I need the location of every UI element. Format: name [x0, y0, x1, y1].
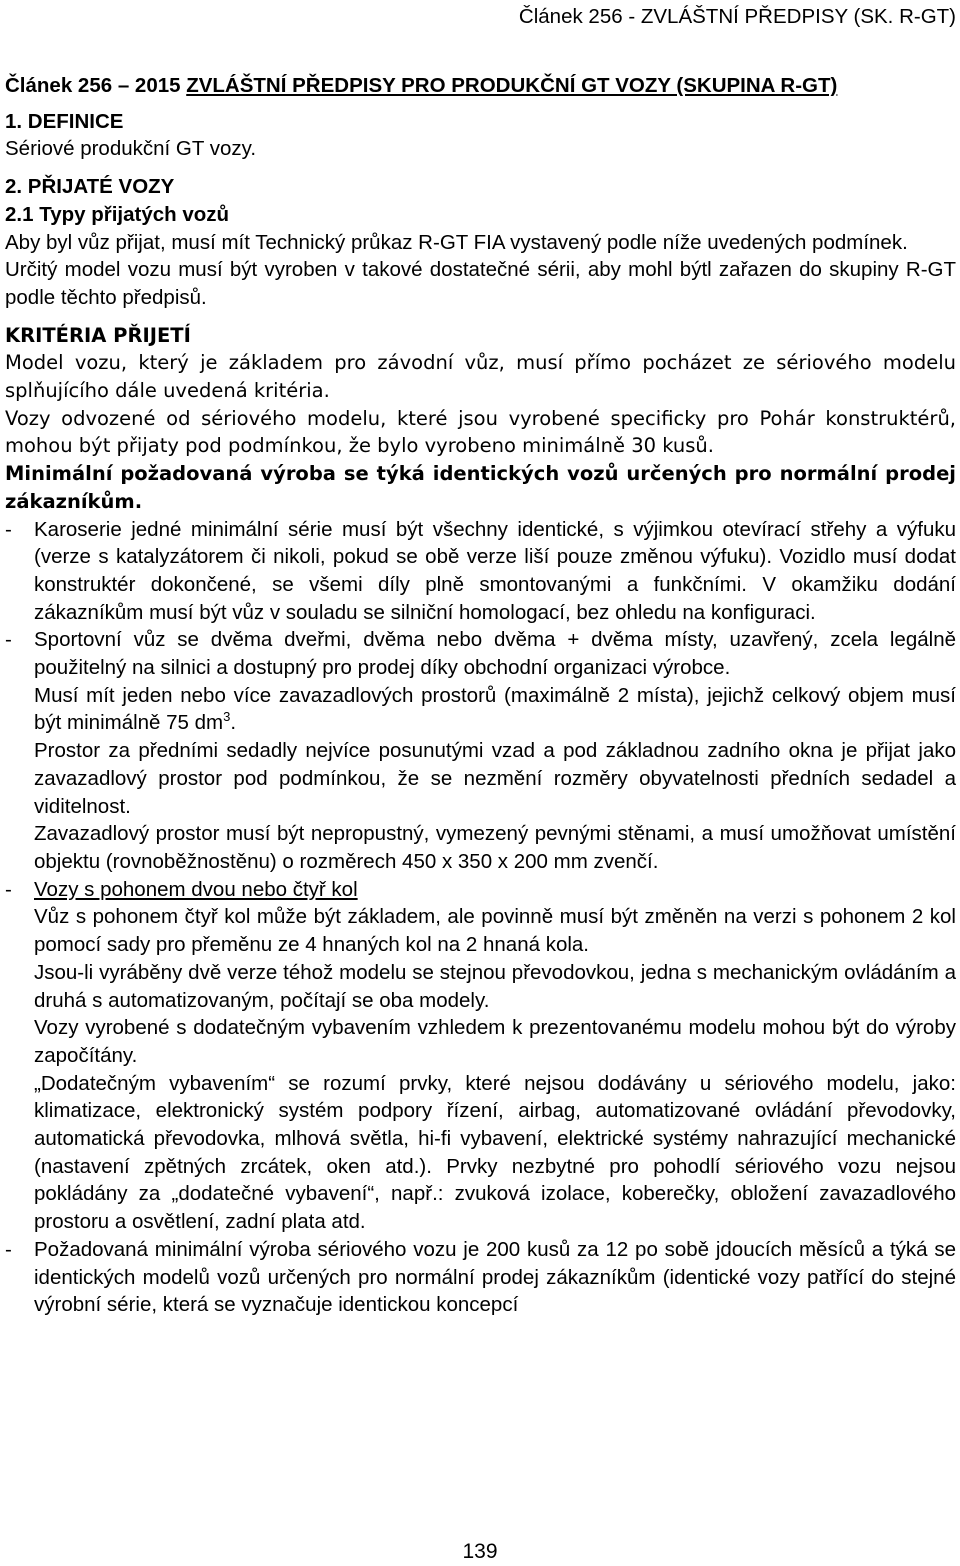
drive-paragraph-2: Jsou-li vyráběny dvě verze téhož modelu se stejnou převodovkou, jedna s mechanickým ovládáním a druhá s automatizovaným, počítají se oba modely. [34, 960, 956, 1012]
section-2-1-heading: 2.1 Typy přijatých vozů [5, 202, 230, 226]
sports-car-paragraph-3: Prostor za předními sedadly nejvíce posunutými vzad a pod základnou zadního okna je přijat jako zavazadlový prostor pod podmínkou, že se nezmění rozměry obyvatelnosti předních sedadel a viditelnost. [34, 739, 956, 818]
list-dash: - [5, 628, 12, 652]
criteria-heading: KRITÉRIA PŘIJETÍ [5, 323, 191, 347]
drive-paragraph-1: Vůz s pohonem čtyř kol může být základem, ale povinně musí být změněn na verzi s pohonem 2 kol pomocí sady pro přeměnu ze 4 hnaných kol na 2 hnaná kola. [34, 905, 956, 957]
list-item-production [5, 1236, 956, 1319]
section-2-1-paragraph-1: Aby byl vůz přijat, musí mít Technický průkaz R-GT FIA vystavený podle níže uvedených podmínek. [5, 230, 908, 254]
page-number: 139 [462, 1540, 498, 1563]
list-dash: - [5, 1237, 12, 1261]
criteria-paragraph-1: Model vozu, který je základem pro závodní vůz, musí přímo pocházet ze sériového modelu splňujícího dále uvedená kritéria. [5, 351, 956, 403]
list-dash: - [5, 877, 12, 901]
drive-heading: Vozy s pohonem dvou nebo čtyř kol [34, 877, 358, 901]
section-1-text: Sériové produkční GT vozy. [5, 137, 257, 161]
article-title-underlined: ZVLÁŠTNÍ PŘEDPISY PRO PRODUKČNÍ GT VOZY (SKUPINA R-GT) [186, 74, 838, 97]
criteria-paragraph-2: Vozy odvozené od sériového modelu, které jsou vyrobené specificky pro Pohár konstruktérů, mohou být přijaty pod podmínkou, že bylo vyrobeno minimálně 30 kusů. [5, 406, 956, 458]
drive-paragraph-4: „Dodatečným vybavením“ se rozumí prvky, které nejsou dodávány u sériového modelu, jako: klimatizace, elektronický systém podpory řízení, airbag, automatizované ovládání převodovky, automatická převodovka, mlhová světla, hi-fi vybavení, elektrické systémy nahrazující mechanické (nastavení zpětných zrcátek, oken atd.). Prvky nezbytné pro pohodlí sériového vozu nejsou pokládány za „dodatečné vybavení“, např.: zvuková izolace, koberečky, obložení zavazadlového prostoru a osvětlení, zadní plata atd. [34, 1071, 956, 1234]
sports-car-paragraph-2 [34, 682, 956, 737]
list-item-bodywork [5, 516, 956, 627]
list-item-bodywork-text: Karoserie jedné minimální série musí být všechny identické, s výjimkou otevírací střehy a výfuku (verze s katalyzátorem či nikoli, pokud se obě verze liší pouze změnou výfuku). Vozidlo musí dodat konstruktér dokončené, se všemi díly plně smontovanými a funkčními. V okamžiku dodání zákazníkům musí být vůz v souladu se silniční homologací, bez ohledu na konfiguraci. [34, 517, 956, 624]
luggage-volume-text: Musí mít jeden nebo více zavazadlových prostorů (maximálně 2 místa), jejichž celkový objem musí být minimálně 75 dm [34, 683, 956, 735]
criteria-bold-paragraph: Minimální požadovaná výroba se týká identických vozů určených pro normální prodej zákazníkům. [5, 462, 956, 513]
section-2-1-paragraph-2: Určitý model vozu musí být vyroben v takové dostatečné sérii, aby mohl býtl zařazen do skupiny R-GT podle těchto předpisů. [5, 258, 956, 309]
luggage-volume-end: . [230, 711, 237, 735]
document-body [5, 72, 956, 1319]
production-paragraph: Požadovaná minimální výroba sériového vozu je 200 kusů za 12 po sobě jdoucích měsíců a týká se identických modelů vozů určených pro normální prodej zákazníkům (identické vozy patřící do stejné výrobní série, která se vyznačuje identickou koncepcí [34, 1237, 956, 1317]
article-title [5, 72, 956, 100]
list-dash: - [5, 517, 12, 541]
list-item-sports-car [5, 626, 956, 875]
running-header: Článek 256 - ZVLÁŠTNÍ PŘEDPISY (SK. R-GT) [518, 5, 956, 28]
superscript-3: 3 [223, 708, 231, 724]
section-1-heading: 1. DEFINICE [5, 109, 124, 133]
list-item-drive [5, 876, 956, 1236]
article-title-prefix: Článek 256 – 2015 [5, 74, 187, 97]
sports-car-paragraph-1: Sportovní vůz se dvěma dveřmi, dvěma nebo dvěma + dvěma místy, uzavřený, zcela legálně použitelný na silnici a dostupný pro prodej díky obchodní organizaci výrobce. [34, 628, 956, 680]
drive-paragraph-3: Vozy vyrobené s dodatečným vybavením vzhledem k prezentovanému modelu mohou být do výroby započítány. [34, 1016, 956, 1067]
section-2-heading: 2. PŘIJATÉ VOZY [5, 175, 175, 199]
sports-car-paragraph-4: Zavazadlový prostor musí být nepropustný, vymezený pevnými stěnami, a musí umožňovat umístění objektu (rovnoběžnostěnu) o rozměrech 450 x 350 x 200 mm zvenčí. [34, 822, 956, 873]
